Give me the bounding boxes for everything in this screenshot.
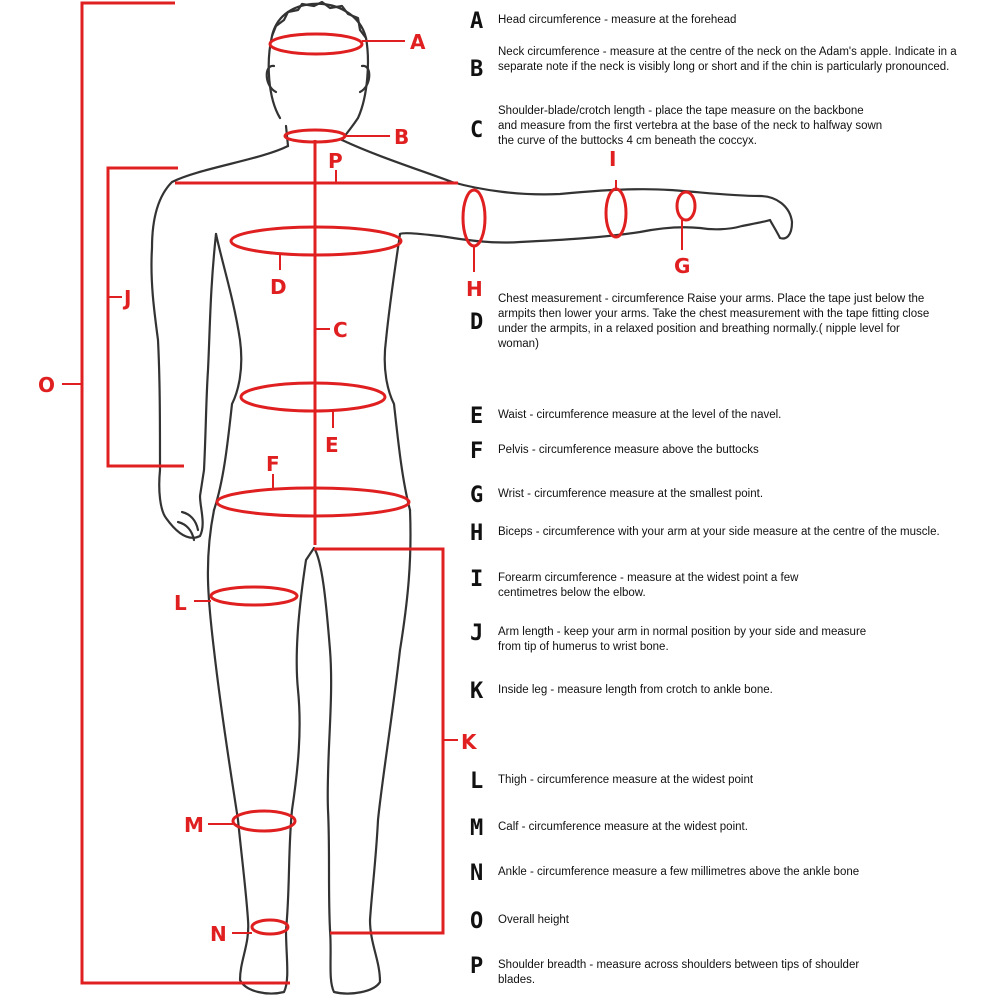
arm-length-bracket [108, 168, 184, 466]
legend-letter: A [470, 9, 484, 34]
figure-label-g: G [674, 254, 691, 278]
legend-text: Inside leg - measure length from crotch to ankle bone. [498, 684, 773, 696]
figure-label-p: P [328, 149, 343, 173]
pelvis-circumference-ring [217, 488, 409, 516]
legend-text: Waist - circumference measure at the level of the navel. [498, 409, 782, 421]
legend-item-d [470, 292, 975, 352]
legend-item-k [470, 679, 975, 743]
legend-text: Forearm circumference - measure at the widest point a few centimetres below the elbow. [498, 572, 799, 599]
legend-text: Chest measurement - circumference Raise your arms. Place the tape just below the armpits then lower your arms. Take the chest measurement with the tape fitting close under the armpits, in a relaxed position and breathing normally.( nipple level for woman) [498, 293, 930, 350]
legend-letter: N [470, 861, 484, 886]
legend-letter: M [470, 816, 484, 841]
legend-text: Biceps - circumference with your arm at your side measure at the centre of the muscle. [498, 526, 940, 538]
waist-circumference-ring [241, 383, 385, 411]
legend-item-p [470, 954, 975, 998]
figure-label-o: O [38, 373, 56, 397]
legend-text: Thigh - circumference measure at the widest point [498, 774, 754, 786]
figure-label-b: B [394, 125, 410, 149]
forearm-circumference-ring [606, 189, 626, 237]
legend-text: Overall height [498, 914, 569, 926]
figure-label-n: N [210, 922, 227, 946]
figure-label-i: I [609, 147, 617, 171]
legend-text: Shoulder-blade/crotch length - place the tape measure on the backbone and measure from the first vertebra at the base of the neck to halfway sown the curve of the buttocks 4 cm beneath the coccyx. [498, 105, 883, 147]
legend-item-b [470, 45, 975, 105]
figure-label-f: F [266, 452, 280, 476]
legend-letter: B [470, 57, 484, 82]
legend-text: Calf - circumference measure at the widest point. [498, 821, 748, 833]
figure-label-d: D [270, 275, 287, 299]
legend-letter: P [470, 954, 484, 979]
legend-text: Shoulder breadth - measure across shoulders between tips of shoulder blades. [498, 959, 860, 986]
legend-letter: H [470, 521, 484, 546]
figure-label-c: C [333, 318, 348, 342]
calf-circumference-ring [233, 811, 295, 831]
biceps-circumference-ring [463, 190, 485, 246]
legend-letter: C [470, 118, 484, 143]
legend-letter: J [470, 621, 484, 646]
legend-letter: I [470, 567, 484, 592]
thigh-circumference-ring [211, 587, 297, 605]
figure-label-e: E [325, 433, 339, 457]
legend-text: Neck circumference - measure at the centre of the neck on the Adam's apple. Indicate in a separate note if the neck is visibly long or short and if the chin is particularly pronounced. [498, 46, 957, 73]
legend-letter: K [470, 679, 484, 704]
legend-item-c [470, 104, 975, 164]
figure-label-m: M [184, 813, 204, 837]
legend-letter: L [470, 769, 484, 794]
figure-label-l: L [174, 591, 187, 615]
legend-item-i [470, 567, 975, 631]
figure-label-j: J [124, 286, 132, 310]
legend-letter: F [470, 439, 484, 464]
legend-item-j [470, 621, 975, 685]
legend-text: Ankle - circumference measure a few millimetres above the ankle bone [498, 866, 860, 878]
legend-text: Pelvis - circumference measure above the buttocks [498, 444, 759, 456]
legend-letter: E [470, 404, 484, 429]
wrist-circumference-ring [677, 192, 695, 220]
figure-label-k: K [461, 730, 477, 754]
legend-letter: O [470, 909, 484, 934]
legend-text: Head circumference - measure at the forehead [498, 14, 737, 26]
legend-letter: D [470, 310, 484, 335]
figure-label-a: A [410, 30, 426, 54]
figure-label-h: H [466, 277, 483, 301]
legend-text: Arm length - keep your arm in normal position by your side and measure from tip of humerus to wrist bone. [498, 626, 867, 653]
head-circumference-ring [270, 34, 362, 54]
inside-leg-bracket [314, 549, 443, 933]
legend-text: Wrist - circumference measure at the smallest point. [498, 488, 764, 500]
ankle-circumference-ring [252, 920, 288, 934]
legend-letter: G [470, 483, 484, 508]
